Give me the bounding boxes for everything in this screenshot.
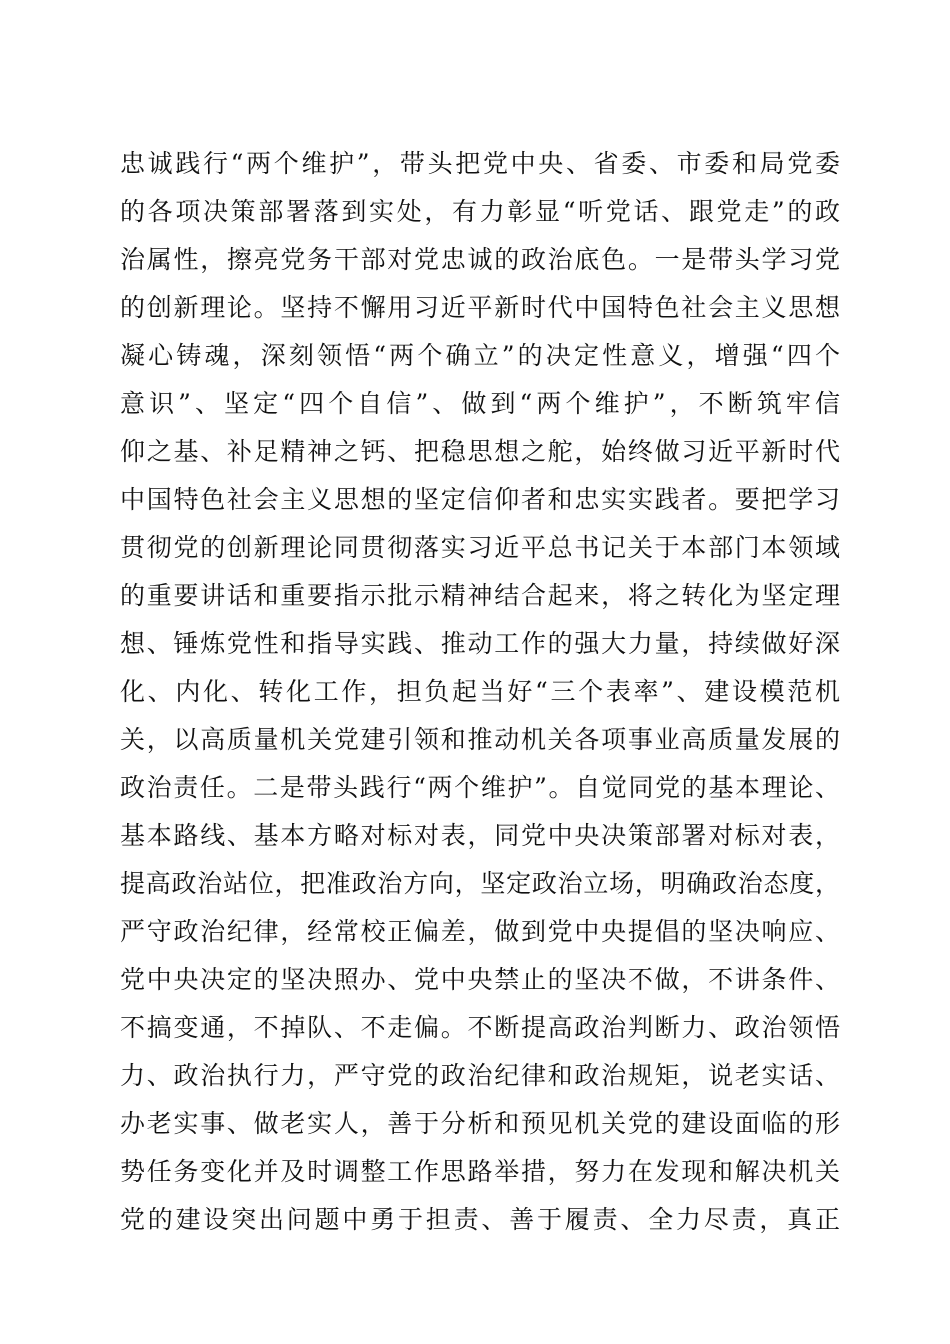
text-line: 中国特色社会主义思想的坚定信仰者和忠实实践者。要把学习	[120, 485, 840, 514]
text-line: 的各项决策部署落到实处，有力彰显“听党话、跟党走”的政	[120, 197, 840, 226]
text-line: 忠诚践行“两个维护”，带头把党中央、省委、市委和局党委	[120, 149, 840, 178]
text-line: 化、内化、转化工作，担负起当好“三个表率”、建设模范机	[120, 677, 840, 706]
text-line: 贯彻党的创新理论同贯彻落实习近平总书记关于本部门本领域	[120, 533, 840, 562]
text-line: 的创新理论。坚持不懈用习近平新时代中国特色社会主义思想	[120, 293, 840, 322]
text-line: 政治责任。二是带头践行“两个维护”。自觉同党的基本理论、	[120, 773, 840, 802]
body-text	[120, 140, 840, 1244]
text-line: 党的建设突出问题中勇于担责、善于履责、全力尽责，真正	[120, 1205, 840, 1234]
text-line: 势任务变化并及时调整工作思路举措，努力在发现和解决机关	[120, 1157, 840, 1186]
text-line: 办老实事、做老实人，善于分析和预见机关党的建设面临的形	[120, 1109, 840, 1138]
text-line: 仰之基、补足精神之钙、把稳思想之舵，始终做习近平新时代	[120, 437, 840, 466]
text-line: 力、政治执行力，严守党的政治纪律和政治规矩，说老实话、	[120, 1061, 840, 1090]
text-line: 想、锤炼党性和指导实践、推动工作的强大力量，持续做好深	[120, 629, 840, 658]
text-line: 治属性，擦亮党务干部对党忠诚的政治底色。一是带头学习党	[120, 245, 840, 274]
text-line: 凝心铸魂，深刻领悟“两个确立”的决定性意义，增强“四个	[120, 341, 840, 370]
text-line: 党中央决定的坚决照办、党中央禁止的坚决不做，不讲条件、	[120, 965, 840, 994]
text-line: 基本路线、基本方略对标对表，同党中央决策部署对标对表，	[120, 821, 840, 850]
text-line: 意识”、坚定“四个自信”、做到“两个维护”，不断筑牢信	[120, 389, 840, 418]
text-line: 严守政治纪律，经常校正偏差，做到党中央提倡的坚决响应、	[120, 917, 840, 946]
text-line: 提高政治站位，把准政治方向，坚定政治立场，明确政治态度，	[120, 869, 840, 898]
text-line: 不搞变通，不掉队、不走偏。不断提高政治判断力、政治领悟	[120, 1013, 840, 1042]
text-line: 的重要讲话和重要指示批示精神结合起来，将之转化为坚定理	[120, 581, 840, 610]
text-line: 关，以高质量机关党建引领和推动机关各项事业高质量发展的	[120, 725, 840, 754]
